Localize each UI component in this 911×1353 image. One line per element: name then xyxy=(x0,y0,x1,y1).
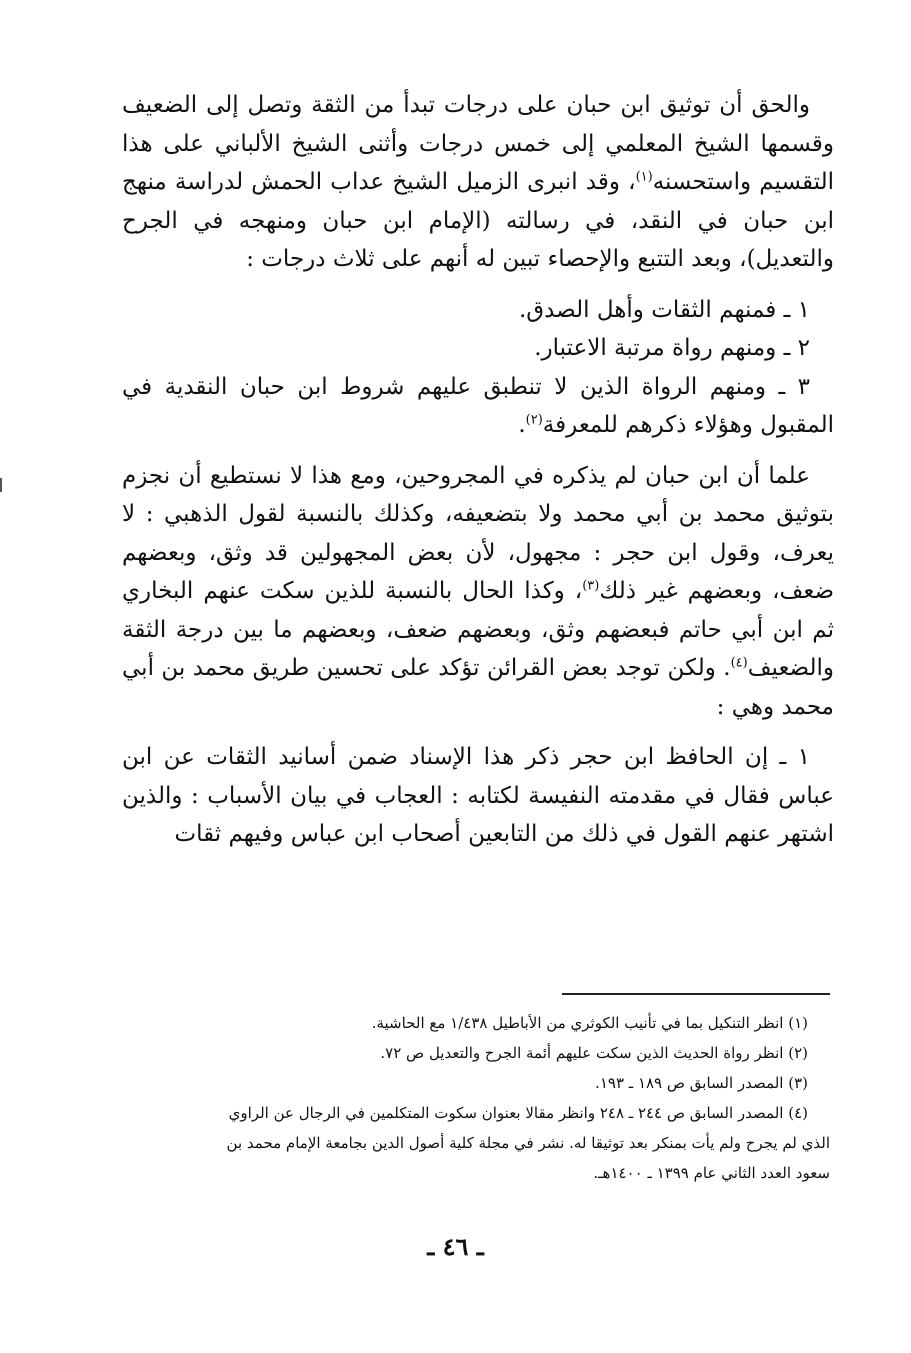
main-text xyxy=(122,86,834,866)
footnote-1: (١) انظر التنكيل بما في تأنيب الكوثري من الأباطيل ١/٤٣٨ مع الحاشية. xyxy=(371,1014,808,1032)
footnote-ref-3: (٣) xyxy=(582,578,600,594)
paragraph-text: ، وقد انبرى الزميل الشيخ عداب الحمش لدراسة منهج ابن حبان في النقد، في رسالته (الإمام ابن حبان ومنهجه في الجرح والتعديل)، وبعد التتبع والإحصاء تبين له أنهم على ثلاث درجات : xyxy=(122,169,834,272)
list-item-3 xyxy=(122,368,834,445)
margin-mark xyxy=(0,478,8,492)
list-item-text: ٣ ـ ومنهم الرواة الذين لا تنطبق عليهم شروط ابن حبان النقدية في المقبول وهؤلاء ذكرهم للمعرفة xyxy=(122,373,834,438)
footnote-ref-2: (٢) xyxy=(525,412,543,428)
paragraph-muhammad-ibn-abi-muhammad xyxy=(122,457,834,727)
paragraph-text: علما أن ابن حبان لم يذكره في المجروحين، ومع هذا لا نستطيع أن نجزم بتوثيق محمد بن أبي محمد ولا بتضعيفه، وكذلك بالنسبة لقول الذهبي : لا يعرف، وقول ابن حجر : مجهول، لأن بعض المجهولين قد وثق، وبعضهم ضعف، وبعضهم غير ذلك xyxy=(122,462,834,604)
footnote-2: (٢) انظر رواة الحديث الذين سكت عليهم أئمة الجرح والتعديل ص ٧٢. xyxy=(380,1044,808,1062)
footnote-3: (٣) المصدر السابق ص ١٨٩ ـ ١٩٣. xyxy=(595,1074,808,1092)
footnote-4-line-3: سعود العدد الثاني عام ١٣٩٩ ـ ١٤٠٠هـ. xyxy=(593,1164,830,1182)
paragraph-text: ، وكذا الحال بالنسبة للذين سكت عنهم البخاري ثم ابن أبي حاتم فبعضهم وثق، وبعضهم ضعف، وبعضهم ما بين درجة الثقة والضعيف xyxy=(122,578,834,681)
footnote-separator xyxy=(562,993,830,995)
list-item-end: . xyxy=(518,412,526,438)
paragraph-grades-of-ibn-hibban xyxy=(122,86,834,279)
paragraph-evidence-1: ١ ـ إن الحافظ ابن حجر ذكر هذا الإسناد ضمن أسانيد الثقات عن ابن عباس فقال في مقدمته النفيسة لكتابه : العجاب في بيان الأسباب : والذين اشتهر عنهم القول في ذلك من التابعين أصحاب ابن عباس وفيهم ثقات xyxy=(122,744,834,847)
list-item-1: ١ ـ فمنهم الثقات وأهل الصدق. xyxy=(518,296,810,323)
footnote-4-line-2: الذي لم يجرح ولم يأت بمنكر بعد توثيقا له. نشر في مجلة كلية أصول الدين بجامعة الإمام محمد بن xyxy=(226,1134,830,1152)
footnote-4-line-1: (٤) المصدر السابق ص ٢٤٤ ـ ٢٤٨ وانظر مقالا بعنوان سكوت المتكلمين في الرجال عن الراوي xyxy=(228,1104,808,1122)
list-item-2: ٢ ـ ومنهم رواة مرتبة الاعتبار. xyxy=(534,335,810,361)
footnotes xyxy=(118,1008,830,1188)
paragraph-text: . ولكن توجد بعض القرائن تؤكد على تحسين طريق محمد بن أبي محمد وهي : xyxy=(122,655,834,720)
footnote-ref-4: (٤) xyxy=(730,655,748,671)
paragraph-text: والحق أن توثيق ابن حبان على درجات تبدأ من الثقة وتصل إلى الضعيف وقسمها الشيخ المعلمي إلى خمس درجات وأثنى الشيخ الألباني على هذا التقسيم واستحسنه xyxy=(122,92,834,195)
footnote-ref-1: (١) xyxy=(635,169,653,185)
page-number: ـ ٤٦ ـ xyxy=(427,1232,484,1261)
